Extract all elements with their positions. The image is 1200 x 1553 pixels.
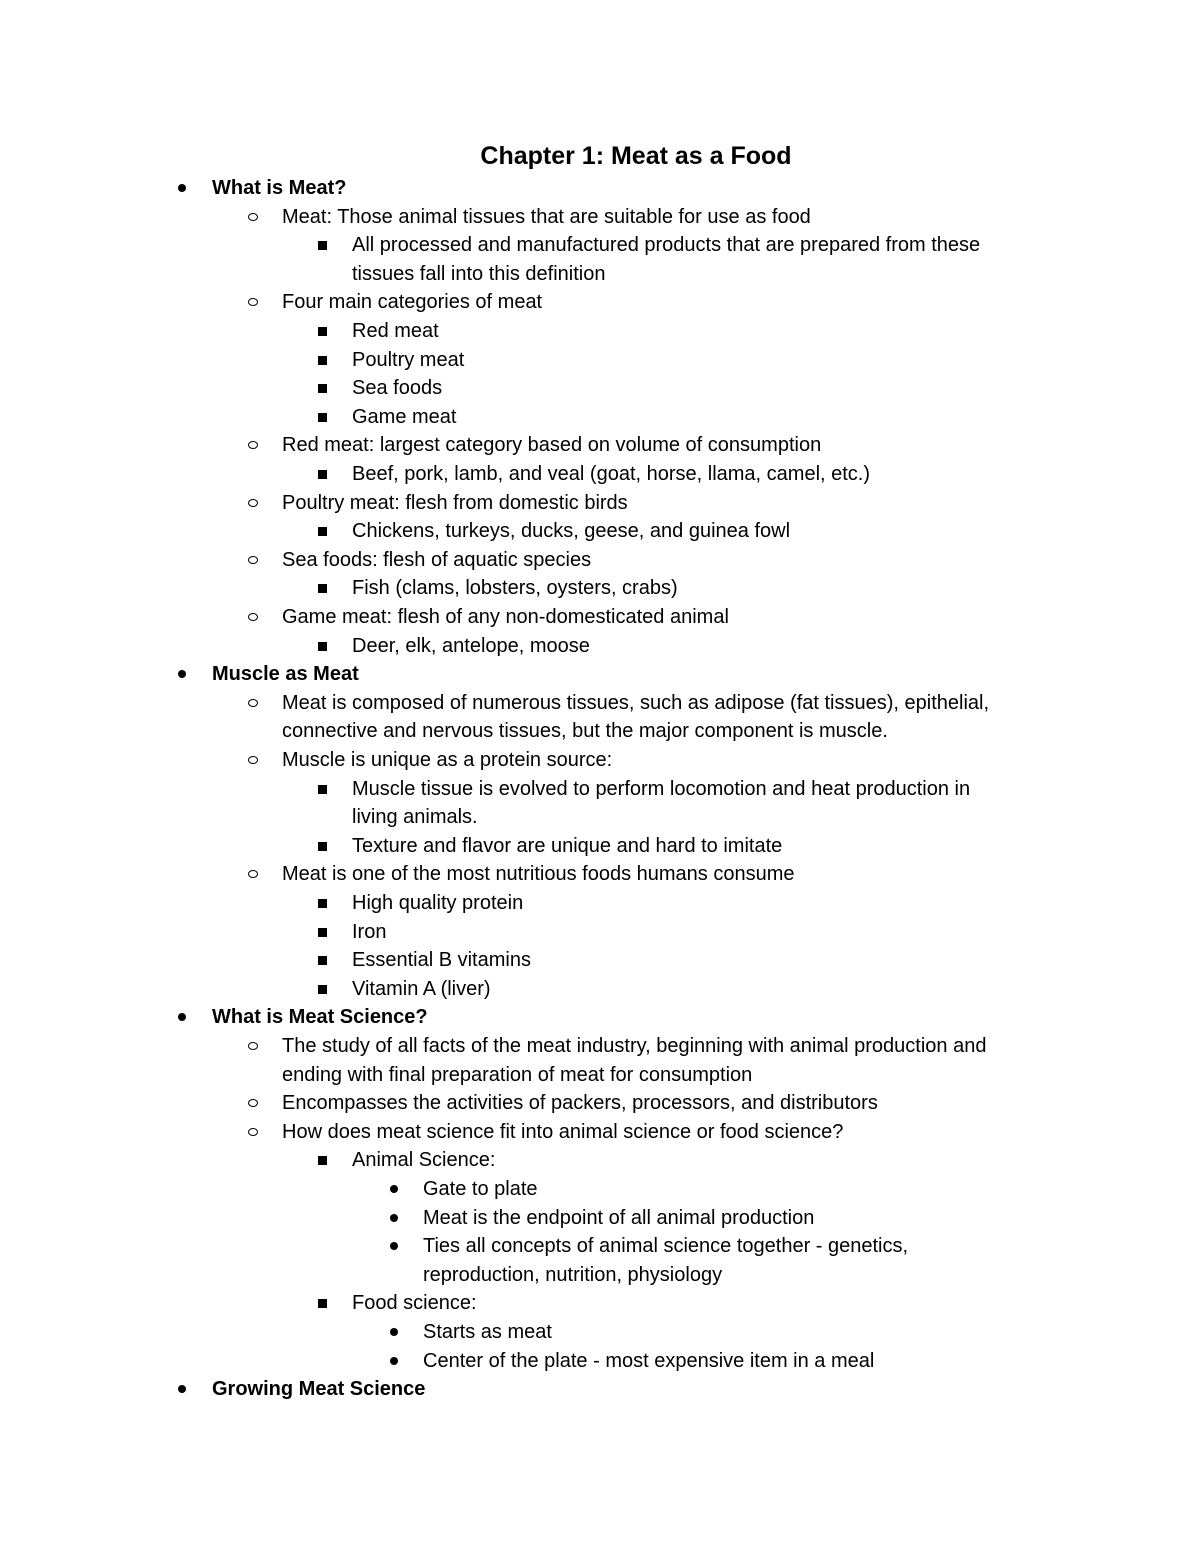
list-item: Red meat: largest category based on volume of consumption [282, 434, 822, 457]
list-item: Poultry meat [352, 348, 465, 371]
list-item: Beef, pork, lamb, and veal (goat, horse, llama, camel, etc.) [352, 463, 871, 485]
list-item: Red meat [352, 320, 439, 342]
list-item: Food science: [352, 1292, 477, 1315]
subsubitem-bullet [390, 1328, 398, 1336]
list-item: Encompasses the activities of packers, processors, and distributors [282, 1092, 878, 1115]
subitem-bullet [318, 470, 327, 479]
list-item: Starts as meat [423, 1321, 552, 1343]
list-item: How does meat science fit into animal science or food science? [282, 1120, 844, 1143]
item-bullet [248, 1128, 258, 1136]
subitem-bullet [318, 584, 327, 593]
list-item: Sea foods [352, 377, 443, 400]
list-item: Ties all concepts of animal science together - genetics, reproduction, nutrition, physiology [423, 1235, 909, 1286]
item-bullet [248, 756, 258, 764]
subitem-bullet [318, 527, 327, 536]
subitem-bullet [318, 413, 327, 422]
list-item: Meat is one of the most nutritious foods humans consume [282, 863, 795, 886]
subsubitem-bullet [390, 1214, 398, 1222]
list-item: Meat: Those animal tissues that are suitable for use as food [282, 205, 811, 228]
list-item: Fish (clams, lobsters, oysters, crabs) [352, 577, 678, 600]
section-heading: What is Meat Science? [212, 1006, 428, 1029]
subitem-bullet [318, 956, 327, 965]
list-item: Chickens, turkeys, ducks, geese, and guinea fowl [352, 520, 791, 543]
list-item: Texture and flavor are unique and hard to imitate [352, 834, 783, 857]
list-item: Essential B vitamins [352, 949, 531, 972]
section-heading: Muscle as Meat [212, 663, 359, 686]
list-item: Poultry meat: flesh from domestic birds [282, 491, 628, 514]
list-item: Gate to plate [423, 1178, 538, 1200]
item-bullet [248, 1042, 258, 1050]
subsubitem-bullet [390, 1185, 398, 1193]
page-title: Chapter 1: Meat as a Food [480, 142, 792, 170]
list-item: The study of all facts of the meat industry, beginning with animal production and ending with final preparation of meat for consumption [282, 1035, 987, 1086]
list-item: Sea foods: flesh of aquatic species [282, 548, 592, 571]
list-item: Game meat [352, 405, 457, 428]
section-heading: Growing Meat Science [212, 1378, 426, 1401]
subitem-bullet [318, 241, 327, 250]
subitem-bullet [318, 785, 327, 794]
list-item: Deer, elk, antelope, moose [352, 634, 590, 657]
list-item: Muscle tissue is evolved to perform locomotion and heat production in living animals. [352, 777, 971, 829]
item-bullet [248, 499, 258, 507]
section-bullet [178, 670, 186, 678]
list-item: All processed and manufactured products that are prepared from these tissues fall into this definition [352, 234, 981, 285]
item-bullet [248, 699, 258, 707]
section-bullet [178, 1385, 186, 1393]
subitem-bullet [318, 1156, 327, 1165]
list-item: Iron [352, 920, 387, 943]
item-bullet [248, 556, 258, 564]
subitem-bullet [318, 899, 327, 908]
section-bullet [178, 1013, 186, 1021]
subitem-bullet [318, 928, 327, 937]
item-bullet [248, 298, 258, 306]
list-item: Muscle is unique as a protein source: [282, 749, 613, 771]
item-bullet [248, 613, 258, 621]
item-bullet [248, 441, 258, 449]
item-bullet [248, 1099, 258, 1107]
subsubitem-bullet [390, 1242, 398, 1250]
subitem-bullet [318, 842, 327, 851]
list-item: Game meat: flesh of any non-domesticated animal [282, 606, 729, 628]
list-item: Animal Science: [352, 1149, 496, 1172]
subitem-bullet [318, 1299, 327, 1308]
list-item: Meat is composed of numerous tissues, such as adipose (fat tissues), epithelial, connective and nervous tissues, but the major component is muscle. [282, 691, 990, 743]
list-item: High quality protein [352, 892, 524, 914]
subitem-bullet [318, 327, 327, 336]
list-item: Vitamin A (liver) [352, 977, 491, 1000]
list-item: Four main categories of meat [282, 291, 543, 314]
item-bullet [248, 213, 258, 221]
subitem-bullet [318, 985, 327, 994]
item-bullet [248, 870, 258, 878]
subitem-bullet [318, 384, 327, 393]
subsubitem-bullet [390, 1357, 398, 1365]
list-item: Meat is the endpoint of all animal production [423, 1206, 815, 1229]
subitem-bullet [318, 642, 327, 651]
list-item: Center of the plate - most expensive item in a meal [423, 1349, 875, 1372]
section-bullet [178, 184, 186, 192]
subitem-bullet [318, 356, 327, 365]
section-heading: What is Meat? [212, 177, 347, 199]
